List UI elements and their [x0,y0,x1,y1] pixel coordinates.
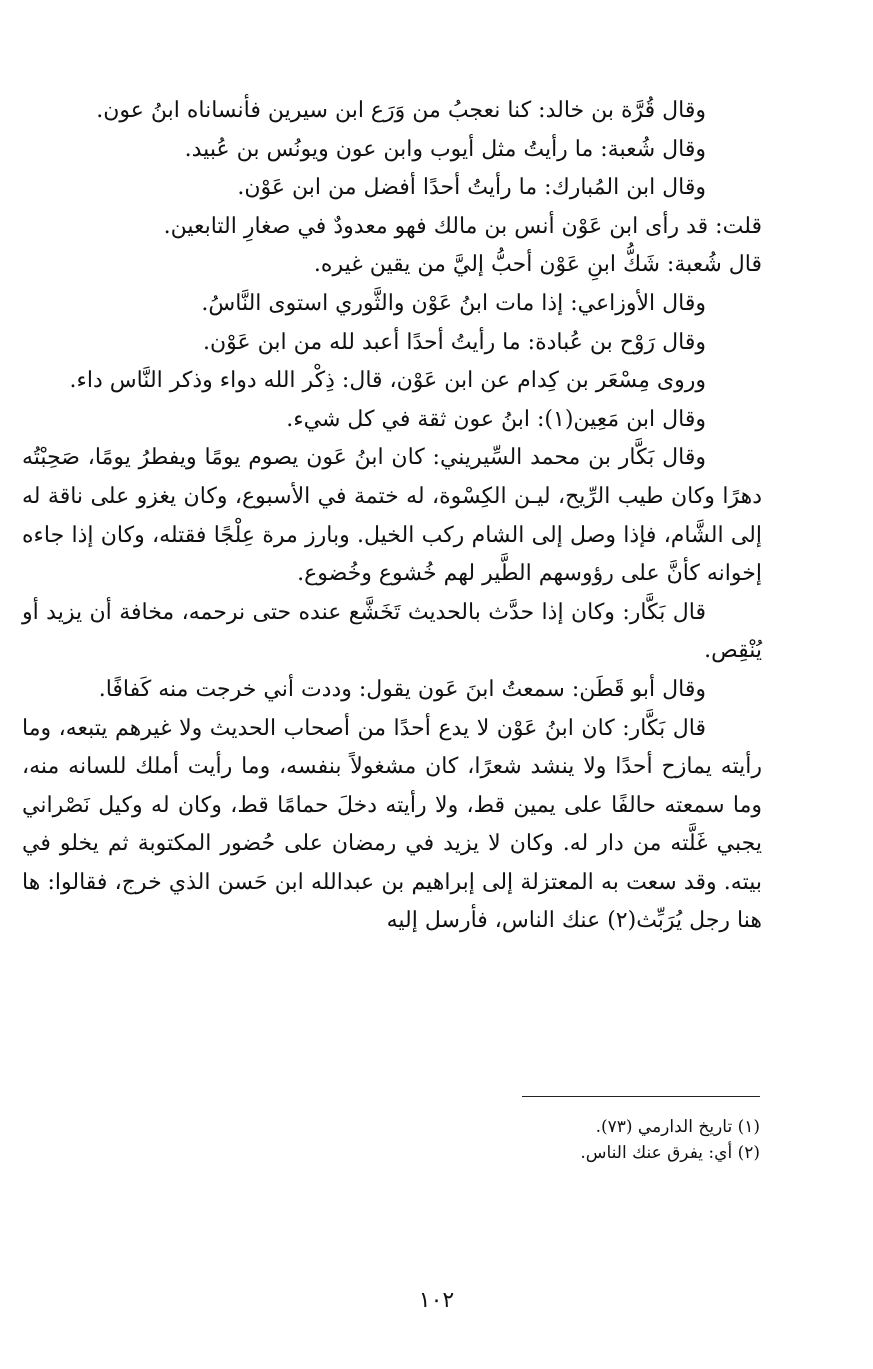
paragraph: وقال أبو قَطَن: سمعتُ ابنَ عَون يقول: وددت أني خرجت منه كَفافًا. [98,676,706,702]
footnote: (١) تاريخ الدارمي (٧٣). [595,1117,760,1137]
page-number: ١٠٢ [418,1288,455,1313]
paragraph: وقال ابن المُبارك: ما رأيتُ أحدًا أفضل من ابن عَوْن. [237,175,706,201]
paragraph: وقال بَكَّار بن محمد السِّيريني: كان ابنُ عَون يصوم يومًا ويفطرُ يومًا، صَحِبْتُه دهرًا وكان طيب الرِّيح، ليـن الكِسْوة، له ختمة في الأسبوع، وكان يغزو على ناقة له إلى الشَّام، فإذا وصل إلى الشام ركب الخيل. وبارز مرة عِلْجًا فقتله، وكان إذا جاءه إخوانه كأنَّ على رؤوسهم الطَّير لهم خُشوع وخُضوع. [22,445,762,587]
paragraph: وروى مِسْعَر بن كِدام عن ابن عَوْن، قال: ذِكْر الله دواء وذكر النَّاس داء. [69,368,706,394]
main-text [22,92,762,941]
paragraph: قال بَكَّار: كان ابنُ عَوْن لا يدع أحدًا من أصحاب الحديث ولا غيرهم يتبعه، وما رأيته يمازح أحدًا ولا ينشد شعرًا، كان مشغولاً بنفسه، وما رأيت أملك للسانه منه، وما سمعته حالفًا على يمين قط، ولا رأيته دخلَ حمامًا قط، وكان له وكيل نَصْراني يجبي غَلَّته من دار له. وكان لا يزيد في رمضان على حُضور المكتوبة ثم يخلو في بيته. وقد سعت به المعتزلة إلى إبراهيم بن عبدالله ابن حَسن الذي خرج، فقالوا: ها هنا رجل يُرَبِّث(٢) عنك الناس، فأرسل إليه [22,715,762,934]
footnote: (٢) أي: يفرق عنك الناس. [580,1143,760,1163]
paragraph: قال شُعبة: شَكُّ ابنِ عَوْن أحبُّ إليَّ من يقين غيره. [313,252,762,278]
paragraph: قلت: قد رأى ابن عَوْن أنس بن مالك فهو معدودٌ في صغارِ التابعين. [163,213,762,239]
footnotes [420,1114,760,1166]
paragraph: قال بَكَّار: وكان إذا حدَّث بالحديث تَخَشَّع عنده حتى نرحمه، مخافة أن يزيد أو يُنْقِص. [22,599,762,664]
paragraph: وقال قُرَّة بن خالد: كنا نعجبُ من وَرَع ابن سيرين فأنساناه ابنُ عون. [96,98,706,123]
paragraph: وقال رَوْح بن عُبادة: ما رأيتُ أحدًا أعبد لله من ابن عَوْن. [203,329,706,355]
footnote-divider [522,1096,760,1097]
paragraph: وقال ابن مَعِين(١): ابنُ عون ثقة في كل شيء. [286,406,706,432]
paragraph: وقال شُعبة: ما رأيتُ مثل أيوب وابن عون ويونُس بن عُبيد. [184,136,706,162]
paragraph: وقال الأوزاعي: إذا مات ابنُ عَوْن والثَّوري استوى النَّاسُ. [201,290,706,316]
